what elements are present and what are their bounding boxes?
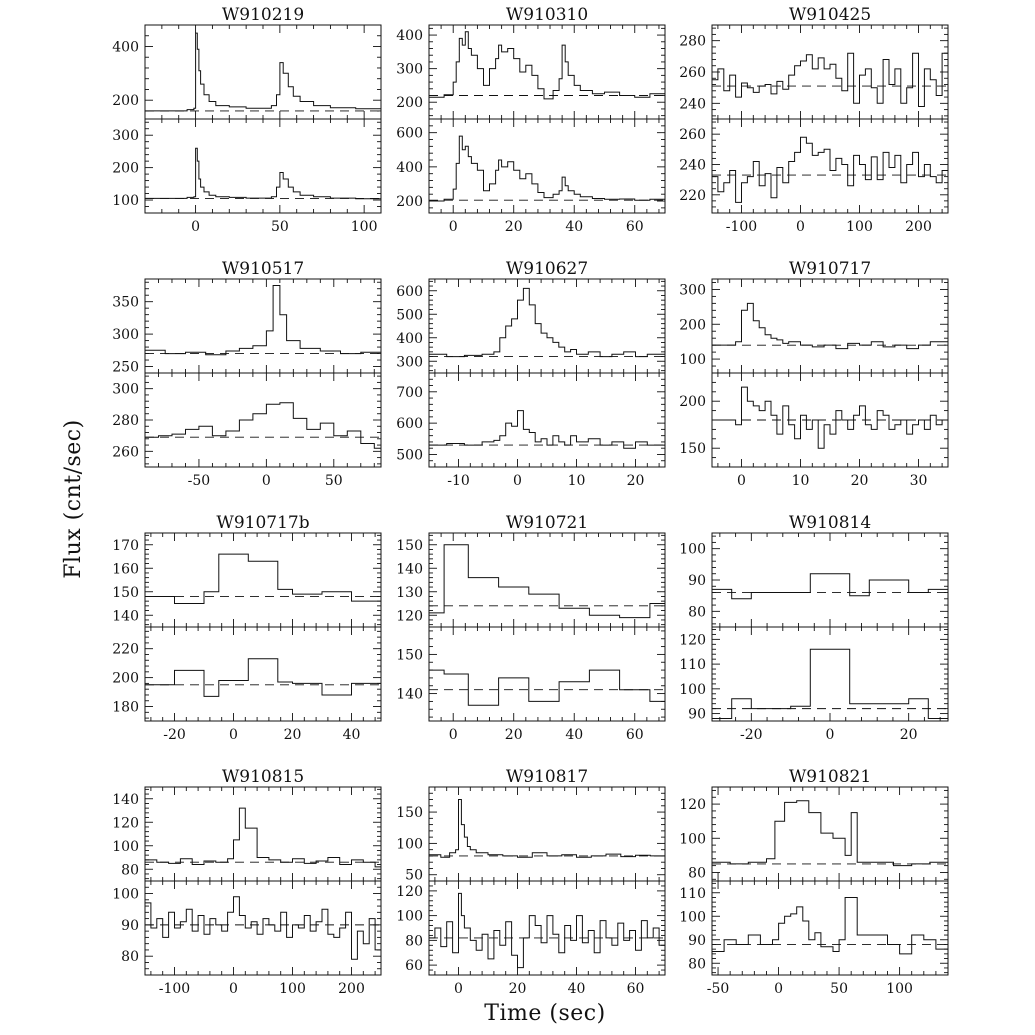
y-tick-label: 80 (688, 865, 706, 882)
y-tick-label: 90 (688, 573, 706, 589)
x-tick-label: 40 (567, 981, 586, 997)
x-tick-label: -50 (706, 981, 730, 997)
lower-light-curve (712, 137, 948, 202)
y-tick-label: 260 (679, 65, 706, 81)
upper-band-frame (712, 787, 948, 881)
y-tick-label: 120 (112, 815, 139, 832)
light-curve-panel (679, 767, 948, 997)
x-tick-label: 20 (508, 981, 527, 997)
upper-band-frame (712, 533, 948, 627)
light-curve-panel (112, 767, 381, 997)
y-tick-label: 300 (112, 381, 139, 398)
light-curve-panel (112, 5, 381, 235)
y-tick-label: 80 (121, 862, 139, 879)
y-tick-label: 350 (112, 294, 139, 311)
upper-band-frame (712, 279, 948, 373)
x-tick-label: 0 (825, 727, 835, 743)
x-tick-label: 0 (191, 219, 201, 235)
y-tick-label: 120 (396, 608, 423, 625)
x-tick-label: 60 (625, 219, 644, 235)
lower-light-curve (429, 670, 665, 705)
lower-light-curve (145, 897, 381, 960)
upper-band-frame (429, 533, 665, 627)
y-tick-label: 120 (396, 883, 423, 900)
x-tick-label: 100 (886, 981, 913, 997)
x-tick-label: 40 (565, 219, 584, 235)
x-tick-label: -10 (447, 473, 470, 489)
y-tick-label: 250 (112, 359, 139, 376)
y-tick-label: 90 (121, 917, 139, 934)
light-curve-panel (679, 5, 948, 235)
x-tick-label: 20 (504, 727, 523, 743)
y-tick-label: 400 (112, 39, 139, 56)
upper-light-curve (145, 33, 381, 111)
y-tick-label: 80 (688, 956, 706, 973)
y-tick-label: 140 (112, 608, 139, 625)
y-tick-label: 100 (679, 909, 706, 926)
light-curve-panel (396, 767, 665, 997)
y-tick-label: 100 (396, 908, 423, 925)
upper-light-curve (712, 53, 948, 106)
y-tick-label: 220 (679, 187, 706, 204)
y-tick-label: 50 (405, 867, 423, 884)
lower-light-curve (429, 411, 665, 449)
x-tick-label: 100 (279, 981, 306, 997)
x-tick-label: 0 (796, 219, 805, 235)
x-tick-label: 0 (448, 727, 458, 743)
y-tick-label: 80 (688, 604, 706, 621)
y-tick-label: 80 (405, 933, 423, 950)
y-tick-label: 600 (396, 283, 423, 300)
panel-title: W910310 (505, 5, 589, 25)
x-tick-label: 40 (342, 727, 361, 743)
y-tick-label: 160 (112, 561, 139, 578)
x-tick-label: -20 (740, 727, 763, 743)
x-tick-label: 0 (261, 473, 271, 489)
y-tick-label: 150 (112, 584, 139, 601)
lower-light-curve (145, 659, 381, 697)
y-tick-label: 600 (396, 125, 423, 142)
y-tick-label: 400 (396, 330, 423, 347)
y-tick-label: 100 (679, 541, 706, 558)
lower-light-curve (145, 148, 381, 199)
panel-title: W910425 (788, 5, 872, 25)
y-tick-label: 140 (396, 561, 423, 578)
y-tick-label: 140 (112, 791, 139, 808)
y-tick-label: 400 (396, 159, 423, 176)
x-tick-label: 100 (846, 219, 873, 235)
y-tick-label: 100 (679, 352, 706, 369)
y-tick-label: 110 (679, 657, 706, 674)
y-tick-label: 260 (679, 127, 706, 144)
y-tick-label: 120 (679, 632, 706, 649)
upper-light-curve (429, 800, 665, 858)
x-tick-label: 50 (324, 473, 343, 489)
x-tick-label: -50 (187, 473, 211, 489)
y-tick-label: 500 (396, 307, 423, 324)
y-tick-label: 170 (112, 537, 139, 554)
y-tick-label: 100 (396, 836, 423, 853)
panel-title: W910817 (505, 767, 589, 787)
lower-band-frame (429, 373, 665, 467)
y-tick-label: 150 (679, 441, 706, 458)
x-tick-label: 200 (905, 219, 932, 235)
lower-light-curve (712, 649, 948, 718)
y-tick-label: 150 (396, 647, 423, 664)
x-tick-label: 60 (626, 981, 645, 997)
x-axis-label: Time (sec) (484, 1001, 606, 1026)
y-tick-label: 280 (112, 413, 139, 429)
y-tick-label: 100 (112, 838, 139, 855)
upper-light-curve (712, 303, 948, 348)
x-tick-label: 50 (270, 219, 289, 235)
x-tick-label: 20 (504, 219, 523, 235)
x-tick-label: 0 (229, 727, 238, 743)
upper-band-frame (145, 533, 381, 627)
upper-band-frame (145, 25, 381, 119)
x-tick-label: 40 (565, 727, 584, 743)
y-tick-label: 700 (396, 384, 423, 401)
lower-light-curve (429, 136, 665, 201)
light-curve-panel (396, 259, 665, 489)
x-tick-label: 0 (448, 219, 458, 235)
x-tick-label: 20 (283, 727, 302, 743)
x-tick-label: 60 (625, 727, 644, 743)
x-tick-label: 0 (774, 981, 784, 997)
light-curve-panel (396, 513, 665, 743)
upper-band-frame (145, 787, 381, 881)
x-tick-label: 10 (791, 473, 810, 489)
panel-title: W910814 (788, 513, 872, 533)
lower-band-frame (712, 627, 948, 721)
x-tick-label: 0 (513, 473, 522, 489)
panel-title: W910815 (221, 767, 305, 787)
y-tick-label: 200 (396, 194, 423, 211)
y-tick-label: 180 (112, 699, 139, 716)
x-tick-label: 200 (338, 981, 365, 997)
y-tick-label: 140 (396, 686, 423, 703)
lower-light-curve (712, 387, 948, 448)
y-tick-label: 300 (112, 128, 139, 145)
y-tick-label: 200 (112, 93, 139, 110)
light-curve-panel (112, 259, 381, 489)
panel-title: W910627 (505, 259, 589, 279)
lower-light-curve (712, 898, 948, 954)
x-tick-label: 0 (454, 981, 463, 997)
light-curve-panel (112, 513, 381, 743)
upper-band-frame (145, 279, 381, 373)
y-tick-label: 200 (396, 95, 423, 112)
panel-title: W910517 (221, 259, 305, 279)
lower-light-curve (429, 893, 665, 967)
panel-title: W910821 (788, 767, 872, 787)
x-tick-label: 30 (909, 473, 928, 489)
upper-band-frame (429, 279, 665, 373)
y-tick-label: 260 (112, 444, 139, 461)
y-tick-label: 400 (396, 28, 423, 45)
x-tick-label: 0 (737, 473, 746, 489)
y-tick-label: 60 (405, 958, 423, 975)
x-tick-label: 100 (350, 219, 378, 235)
y-tick-label: 130 (396, 584, 423, 601)
y-axis-label: Flux (cnt/sec) (61, 419, 86, 579)
upper-light-curve (712, 574, 948, 599)
y-tick-label: 80 (121, 949, 139, 966)
y-tick-label: 200 (679, 317, 706, 334)
x-tick-label: -100 (725, 219, 758, 235)
y-tick-label: 150 (396, 805, 423, 822)
upper-light-curve (145, 554, 381, 606)
x-tick-label: -100 (158, 981, 191, 997)
y-tick-label: 100 (112, 193, 139, 210)
y-tick-label: 300 (396, 61, 423, 78)
upper-band-frame (429, 25, 665, 119)
x-tick-label: 10 (567, 473, 586, 489)
y-tick-label: 100 (679, 831, 706, 848)
y-tick-label: 220 (112, 641, 139, 658)
light-curve-panel (679, 513, 948, 743)
x-tick-label: 0 (229, 981, 238, 997)
lower-light-curve (145, 403, 381, 448)
y-tick-label: 110 (679, 885, 706, 902)
y-tick-label: 100 (112, 886, 139, 903)
y-tick-label: 90 (688, 706, 706, 723)
y-tick-label: 200 (112, 160, 139, 177)
y-tick-label: 120 (679, 797, 706, 814)
x-tick-label: 20 (626, 473, 645, 489)
y-tick-label: 240 (679, 157, 706, 174)
y-tick-label: 200 (112, 670, 139, 687)
y-tick-label: 150 (396, 537, 423, 554)
y-tick-label: 90 (688, 932, 706, 949)
y-tick-label: 600 (396, 416, 423, 433)
y-tick-label: 500 (396, 447, 423, 464)
upper-light-curve (712, 801, 948, 866)
panel-title: W910717b (216, 513, 310, 533)
light-curve-panel (396, 5, 665, 235)
lower-band-frame (712, 881, 948, 975)
panel-title: W910721 (505, 513, 589, 533)
x-tick-label: -20 (163, 727, 186, 743)
y-tick-label: 300 (679, 282, 706, 299)
lower-band-frame (145, 627, 381, 721)
y-tick-label: 300 (112, 327, 139, 344)
upper-light-curve (429, 545, 665, 618)
panel-title: W910717 (788, 259, 872, 279)
upper-light-curve (429, 32, 665, 99)
y-tick-label: 280 (679, 33, 706, 50)
lower-band-frame (145, 373, 381, 467)
panel-title: W910219 (221, 5, 305, 25)
y-tick-label: 100 (679, 681, 706, 698)
x-tick-label: 20 (850, 473, 869, 489)
y-tick-label: 300 (396, 354, 423, 371)
y-tick-label: 240 (679, 96, 706, 113)
upper-light-curve (145, 286, 381, 355)
x-tick-label: 20 (899, 727, 918, 743)
upper-light-curve (145, 808, 381, 867)
upper-light-curve (429, 288, 665, 356)
light-curve-panel (679, 259, 948, 489)
x-tick-label: 50 (830, 981, 848, 997)
y-tick-label: 200 (679, 394, 706, 411)
